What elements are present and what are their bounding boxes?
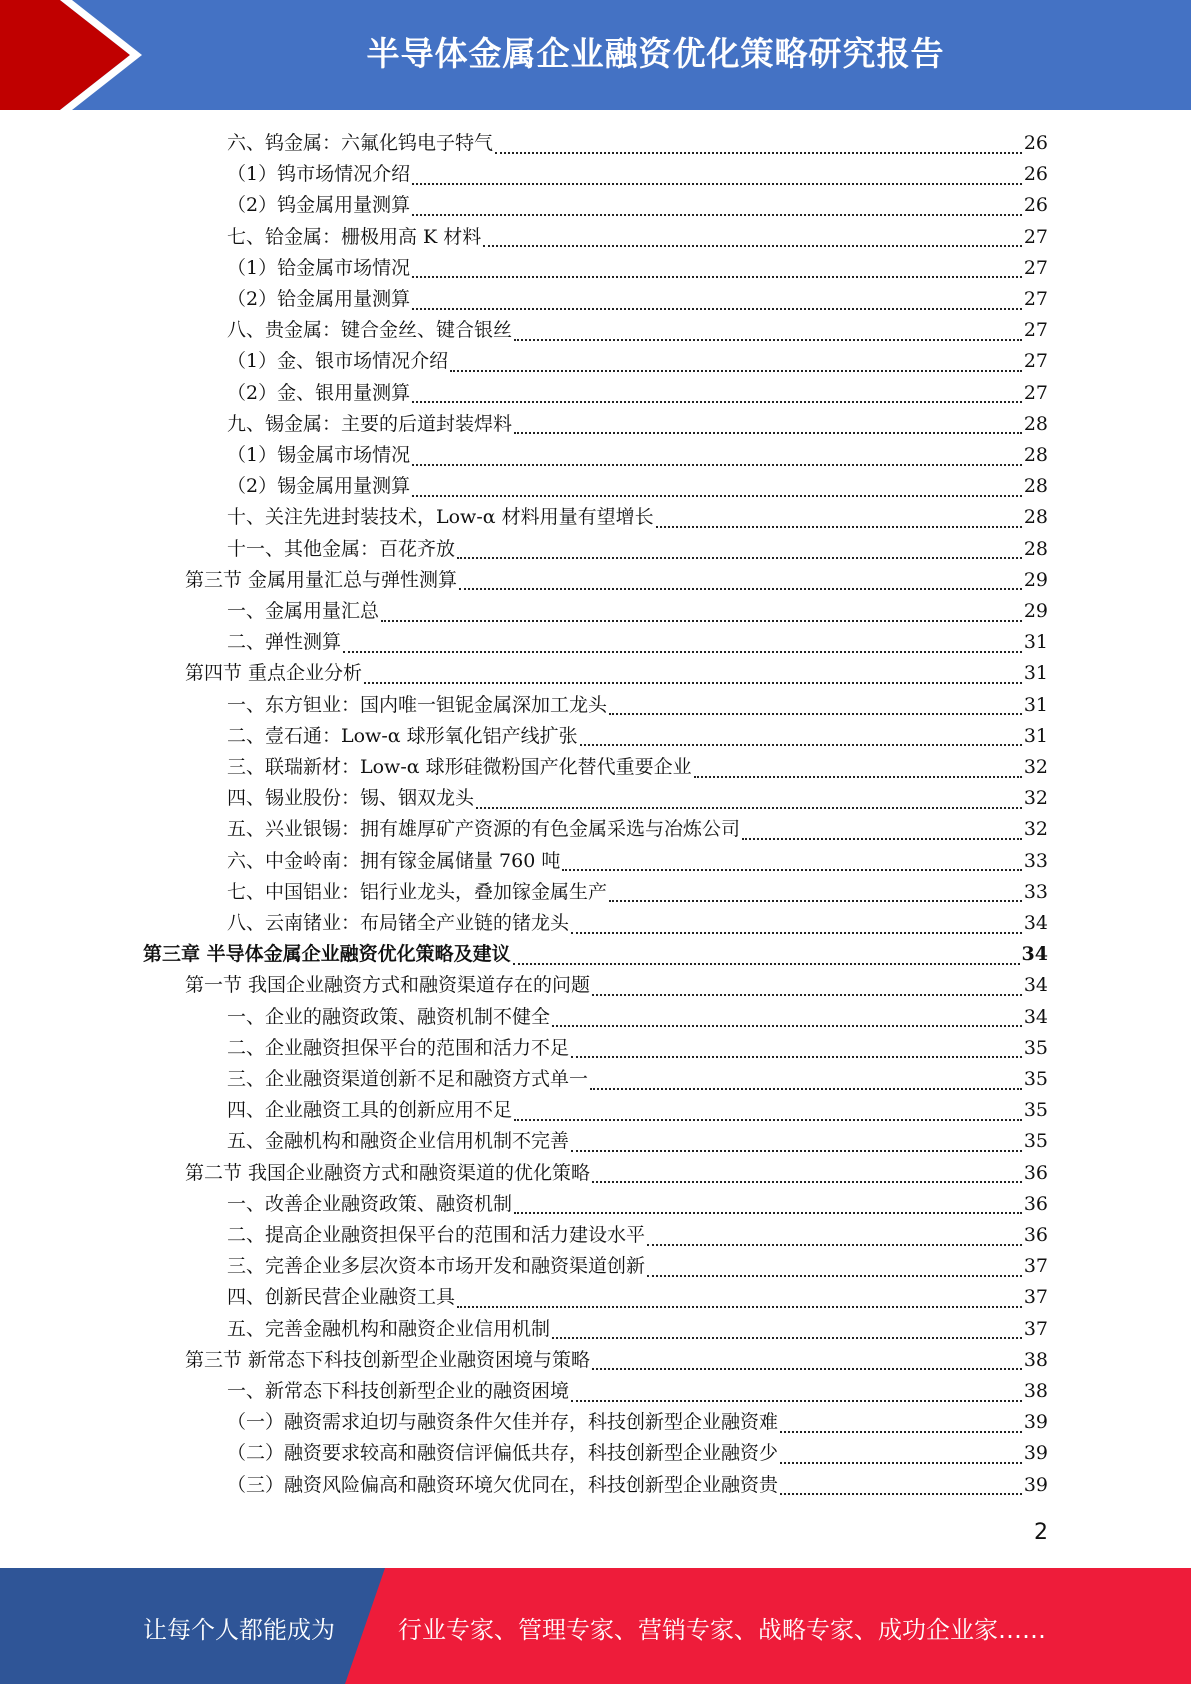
toc-entry-label: 八、贵金属：键合金丝、键合银丝 <box>227 319 513 342</box>
toc-dot-leader <box>412 495 1022 497</box>
toc-dot-leader <box>450 370 1022 372</box>
toc-dot-leader <box>457 1306 1022 1308</box>
toc-entry[interactable] <box>227 1095 1048 1126</box>
toc-entry[interactable] <box>227 1376 1048 1407</box>
toc-entry-page: 28 <box>1023 537 1048 560</box>
page-header <box>0 0 1191 110</box>
toc-dot-leader <box>780 1493 1022 1495</box>
toc-entry-page: 27 <box>1023 256 1048 279</box>
toc-entry-page: 33 <box>1023 849 1048 872</box>
toc-entry-label: 四、锡业股份：锡、铟双龙头 <box>227 787 475 810</box>
toc-entry-page: 31 <box>1023 631 1048 654</box>
page-number: 2 <box>1034 1520 1048 1545</box>
toc-dot-leader <box>381 620 1022 622</box>
toc-entry[interactable] <box>227 190 1048 221</box>
toc-dot-leader <box>476 807 1022 809</box>
toc-entry-page: 28 <box>1023 506 1048 529</box>
toc-entry-label: （2）金、银用量测算 <box>227 381 411 404</box>
toc-dot-leader <box>571 1056 1022 1058</box>
toc-entry-page: 38 <box>1023 1348 1048 1371</box>
toc-entry[interactable] <box>227 1407 1048 1438</box>
toc-entry-page: 31 <box>1023 724 1048 747</box>
toc-entry[interactable] <box>227 846 1048 877</box>
toc-entry-label: 一、企业的融资政策、融资机制不健全 <box>227 1005 551 1028</box>
toc-entry[interactable] <box>185 565 1048 596</box>
toc-dot-leader <box>694 776 1022 778</box>
toc-entry[interactable] <box>227 440 1048 471</box>
toc-entry[interactable] <box>227 1251 1048 1282</box>
toc-entry-label: （一）融资需求迫切与融资条件欠佳并存，科技创新型企业融资难 <box>227 1411 779 1434</box>
footer-slogan-right: 行业专家、管理专家、营销专家、战略专家、成功企业家…… <box>398 1616 1046 1644</box>
toc-dot-leader <box>412 183 1022 185</box>
page-footer <box>0 1568 1191 1684</box>
toc-entry[interactable] <box>227 409 1048 440</box>
toc-entry-page: 35 <box>1023 1130 1048 1153</box>
toc-entry[interactable] <box>227 1314 1048 1345</box>
toc-entry-label: 三、联瑞新材：Low-α 球形硅微粉国产化替代重要企业 <box>227 756 692 778</box>
toc-dot-leader <box>552 1337 1022 1339</box>
toc-dot-leader <box>647 1275 1022 1277</box>
toc-entry-page: 36 <box>1023 1192 1048 1215</box>
toc-entry-page: 32 <box>1023 818 1048 841</box>
toc-dot-leader <box>552 1025 1022 1027</box>
toc-entry-page: 28 <box>1023 412 1048 435</box>
toc-dot-leader <box>590 1088 1022 1090</box>
toc-entry-label: 第一节 我国企业融资方式和融资渠道存在的问题 <box>185 974 591 997</box>
toc-entry-page: 36 <box>1023 1161 1048 1184</box>
toc-dot-leader <box>412 214 1022 216</box>
report-title: 半导体金属企业融资优化策略研究报告 <box>366 34 945 73</box>
toc-entry-label: 第四节 重点企业分析 <box>185 662 363 685</box>
toc-entry-label: （二）融资要求较高和融资信评偏低共存，科技创新型企业融资少 <box>227 1442 779 1465</box>
toc-entry-page: 35 <box>1023 1068 1048 1090</box>
toc-entry[interactable] <box>227 253 1048 284</box>
toc-entry-page: 32 <box>1023 787 1048 810</box>
toc-entry[interactable] <box>227 1126 1048 1157</box>
toc-entry-label: 七、中国铝业：铝行业龙头，叠加镓金属生产 <box>227 880 608 903</box>
toc-dot-leader <box>592 994 1022 996</box>
toc-entry-page: 34 <box>1023 974 1048 997</box>
toc-entry-label: 一、金属用量汇总 <box>227 600 380 622</box>
toc-entry-label: 第三节 新常态下科技创新型企业融资困境与策略 <box>185 1348 591 1371</box>
toc-dot-leader <box>592 1368 1022 1370</box>
toc-entry-label: 二、企业融资担保平台的范围和活力不足 <box>227 1036 570 1059</box>
toc-entry[interactable] <box>227 1189 1048 1220</box>
toc-entry-label: （2）铪金属用量测算 <box>227 288 411 310</box>
toc-entry-page: 36 <box>1023 1224 1048 1246</box>
toc-entry[interactable] <box>185 658 1048 689</box>
toc-dot-leader <box>609 900 1022 902</box>
toc-dot-leader <box>647 1244 1022 1246</box>
toc-entry-page: 39 <box>1023 1473 1048 1496</box>
toc-entry[interactable] <box>227 1220 1048 1251</box>
toc-dot-leader <box>592 1181 1022 1183</box>
toc-dot-leader <box>742 838 1022 840</box>
toc-dot-leader <box>514 1119 1022 1121</box>
toc-entry-page: 28 <box>1023 475 1048 498</box>
toc-entry-page: 26 <box>1023 194 1048 217</box>
toc-dot-leader <box>562 869 1021 871</box>
toc-dot-leader <box>457 557 1022 559</box>
toc-entry[interactable] <box>227 502 1048 533</box>
toc-entry-label: （三）融资风险偏高和融资环境欠优同在，科技创新型企业融资贵 <box>227 1473 779 1496</box>
toc-dot-leader <box>571 932 1022 934</box>
toc-entry-label: 四、企业融资工具的创新应用不足 <box>227 1099 513 1122</box>
toc-entry[interactable] <box>227 783 1048 814</box>
toc-entry-label: 一、新常态下科技创新型企业的融资困境 <box>227 1380 570 1402</box>
toc-entry-page: 38 <box>1023 1380 1048 1402</box>
toc-entry-label: 十、关注先进封装技术，Low-α 材料用量有望增长 <box>227 506 654 529</box>
toc-entry-label: 七、铪金属：栅极用高 K 材料 <box>227 225 482 248</box>
toc-entry-page: 39 <box>1023 1442 1048 1465</box>
toc-dot-leader <box>514 1212 1022 1214</box>
toc-entry-page: 37 <box>1023 1255 1048 1278</box>
toc-entry-label: 五、金融机构和融资企业信用机制不完善 <box>227 1130 570 1153</box>
toc-entry[interactable] <box>227 721 1048 752</box>
toc-entry[interactable] <box>227 471 1048 502</box>
toc-entry[interactable] <box>227 315 1048 346</box>
toc-dot-leader <box>412 464 1022 466</box>
toc-entry-page: 34 <box>1023 1005 1048 1028</box>
toc-entry-label: （1）金、银市场情况介绍 <box>227 350 449 373</box>
toc-entry-page: 31 <box>1023 693 1048 716</box>
toc-dot-leader <box>459 588 1022 590</box>
toc-dot-leader <box>571 1150 1022 1152</box>
toc-dot-leader <box>412 308 1022 310</box>
toc-entry-label: 第二节 我国企业融资方式和融资渠道的优化策略 <box>185 1161 591 1184</box>
toc-dot-leader <box>343 651 1022 653</box>
toc-entry-page: 29 <box>1023 600 1048 622</box>
toc-dot-leader <box>364 682 1022 684</box>
toc-entry[interactable] <box>227 1438 1048 1469</box>
toc-entry[interactable] <box>227 159 1048 190</box>
toc-entry-page: 37 <box>1023 1317 1048 1340</box>
toc-entry-page: 35 <box>1023 1099 1048 1122</box>
toc-entry-label: 五、兴业银锡：拥有雄厚矿产资源的有色金属采选与冶炼公司 <box>227 818 741 841</box>
toc-entry[interactable] <box>227 596 1048 627</box>
toc-entry[interactable] <box>227 1064 1048 1095</box>
toc-entry-label: 八、云南锗业：布局锗全产业链的锗龙头 <box>227 912 570 934</box>
toc-entry-page: 27 <box>1023 288 1048 310</box>
footer-slogan-left: 让每个人都能成为 <box>143 1616 335 1644</box>
toc-dot-leader <box>495 152 1022 154</box>
toc-entry-page: 27 <box>1023 319 1048 342</box>
toc-dot-leader <box>609 713 1022 715</box>
toc-entry-page: 27 <box>1023 381 1048 404</box>
toc-entry-label: 三、完善企业多层次资本市场开发和融资渠道创新 <box>227 1255 646 1278</box>
toc-entry[interactable] <box>227 877 1048 908</box>
toc-entry-page: 33 <box>1023 880 1048 903</box>
toc-entry[interactable] <box>227 534 1048 565</box>
toc-entry-label: 二、提高企业融资担保平台的范围和活力建设水平 <box>227 1224 646 1246</box>
toc-dot-leader <box>571 1400 1022 1402</box>
toc-entry-page: 34 <box>1021 943 1048 966</box>
toc-dot-leader <box>780 1431 1022 1433</box>
toc-entry-page: 27 <box>1023 225 1048 248</box>
toc-entry[interactable] <box>227 1002 1048 1033</box>
toc-entry-label: 一、东方钽业：国内唯一钽铌金属深加工龙头 <box>227 693 608 716</box>
toc-entry-page: 39 <box>1023 1411 1048 1434</box>
toc-entry-page: 26 <box>1023 163 1048 186</box>
toc-dot-leader <box>514 432 1022 434</box>
toc-entry[interactable] <box>227 690 1048 721</box>
toc-entry-page: 29 <box>1023 568 1048 591</box>
toc-entry[interactable] <box>185 970 1048 1001</box>
toc-entry-label: 十一、其他金属：百花齐放 <box>227 537 456 560</box>
toc-entry[interactable] <box>185 1345 1048 1376</box>
toc-entry[interactable] <box>227 1282 1048 1313</box>
toc-entry[interactable] <box>185 1158 1048 1189</box>
toc-entry-label: （2）钨金属用量测算 <box>227 194 411 217</box>
toc-entry-page: 34 <box>1023 912 1048 934</box>
toc-entry-page: 28 <box>1023 444 1048 466</box>
toc-entry-label: 三、企业融资渠道创新不足和融资方式单一 <box>227 1068 589 1090</box>
toc-entry[interactable] <box>227 128 1048 159</box>
toc-entry-label: 四、创新民营企业融资工具 <box>227 1286 456 1309</box>
toc-entry-label: （1）钨市场情况介绍 <box>227 163 411 186</box>
toc-entry-label: （1）铪金属市场情况 <box>227 256 411 279</box>
toc-entry[interactable] <box>227 346 1048 377</box>
toc-entry-label: 二、弹性测算 <box>227 631 342 654</box>
toc-entry-label: 五、完善金融机构和融资企业信用机制 <box>227 1317 551 1340</box>
toc-entry-page: 31 <box>1023 662 1048 685</box>
toc-entry[interactable] <box>227 1033 1048 1064</box>
toc-entry-page: 35 <box>1023 1036 1048 1059</box>
toc-dot-leader <box>514 339 1022 341</box>
toc-entry[interactable] <box>227 222 1048 253</box>
toc-entry[interactable] <box>227 378 1048 409</box>
toc-entry-label: 一、改善企业融资政策、融资机制 <box>227 1192 513 1215</box>
toc-entry-page: 37 <box>1023 1286 1048 1309</box>
toc-entry-page: 26 <box>1023 132 1048 154</box>
toc-entry-label: 第三节 金属用量汇总与弹性测算 <box>185 568 458 591</box>
toc-dot-leader <box>656 526 1022 528</box>
toc-dot-leader <box>412 401 1022 403</box>
toc-entry-label: 二、壹石通：Low-α 球形氧化铝产线扩张 <box>227 724 578 747</box>
toc-entry-label: 六、钨金属：六氟化钨电子特气 <box>227 132 494 154</box>
toc-entry[interactable] <box>227 284 1048 315</box>
toc-dot-leader <box>412 276 1022 278</box>
toc-entry-page: 32 <box>1023 756 1048 778</box>
toc-dot-leader <box>580 744 1022 746</box>
toc-entry-label: （2）锡金属用量测算 <box>227 475 411 498</box>
toc-dot-leader <box>483 245 1022 247</box>
toc-dot-leader <box>780 1462 1022 1464</box>
toc-entry-page: 27 <box>1023 350 1048 373</box>
toc-entry-label: 六、中金岭南：拥有镓金属储量 760 吨 <box>227 849 561 872</box>
toc-entry-label: 九、锡金属：主要的后道封装焊料 <box>227 412 513 435</box>
toc-entry[interactable] <box>227 752 1048 783</box>
toc-dot-leader <box>513 963 1020 965</box>
toc-entry[interactable] <box>227 814 1048 845</box>
toc-entry-label: （1）锡金属市场情况 <box>227 444 411 466</box>
toc-entry-label: 第三章 半导体金属企业融资优化策略及建议 <box>143 943 511 966</box>
toc-entry[interactable] <box>227 908 1048 939</box>
toc-entry[interactable] <box>143 939 1048 970</box>
toc-entry[interactable] <box>227 627 1048 658</box>
toc-entry[interactable] <box>227 1470 1048 1501</box>
